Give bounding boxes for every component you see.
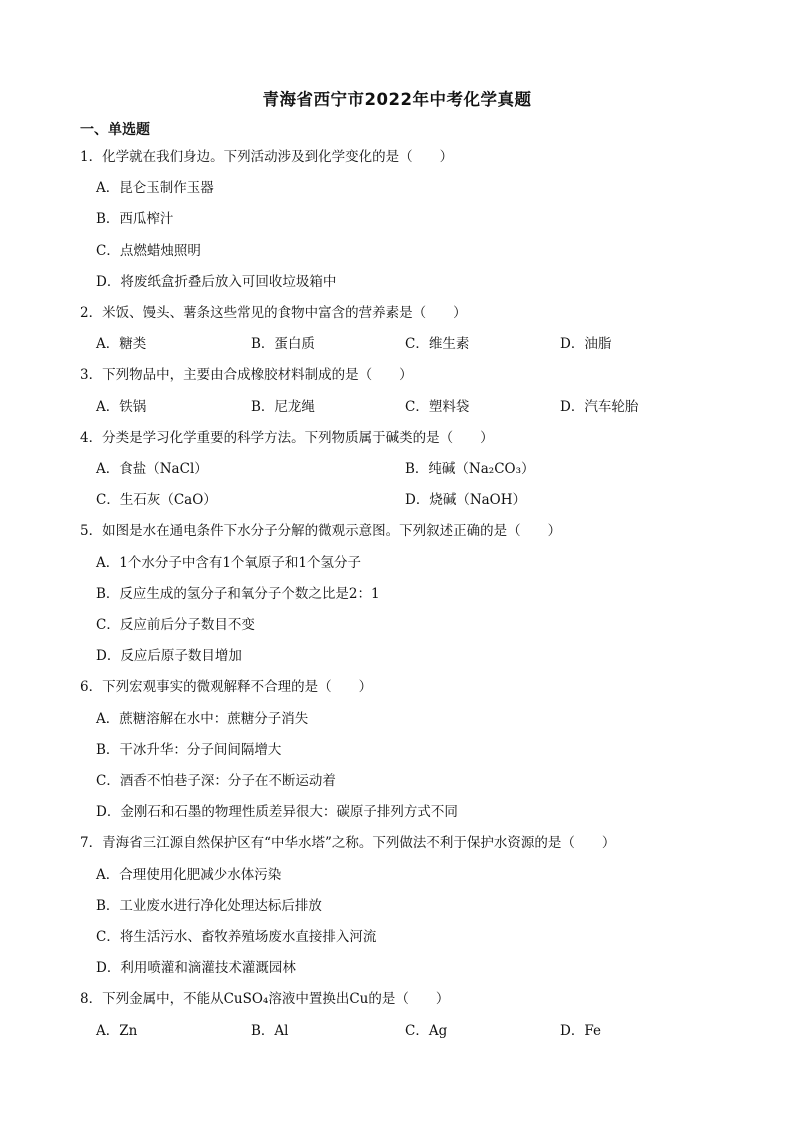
question-8-option-c: C．Ag — [405, 1023, 448, 1039]
question-1-option-d: D．将废纸盒折叠后放入可回收垃圾箱中 — [96, 274, 337, 290]
question-6-stem: 6．下列宏观事实的微观解释不合理的是（ ） — [80, 679, 373, 695]
question-7-option-b: B．工业废水进行净化处理达标后排放 — [96, 898, 322, 914]
question-7-option-a: A．合理使用化肥减少水体污染 — [96, 867, 282, 883]
exam-title: 青海省西宁市2022年中考化学真题 — [262, 90, 532, 109]
question-2-option-c: C．维生素 — [405, 336, 470, 352]
question-5-option-a: A．1个水分子中含有1个氧原子和1个氢分子 — [96, 555, 362, 571]
question-3-options — [96, 395, 716, 415]
question-5-stem: 5．如图是水在通电条件下水分子分解的微观示意图。下列叙述正确的是（ ） — [80, 523, 562, 539]
question-2-option-a: A．糖类 — [96, 336, 147, 352]
question-6-option-d: D．金刚石和石墨的物理性质差异很大：碳原子排列方式不同 — [96, 804, 458, 820]
question-4-option-d: D．烧碱（NaOH） — [405, 492, 527, 508]
question-3-option-a: A．铁锅 — [96, 399, 147, 415]
section-heading: 一、单选题 — [80, 122, 150, 138]
question-1-option-a: A．昆仑玉制作玉器 — [96, 180, 214, 196]
question-3-option-b: B．尼龙绳 — [251, 399, 315, 415]
question-3-option-d: D．汽车轮胎 — [560, 399, 639, 415]
question-6-option-c: C．酒香不怕巷子深：分子在不断运动着 — [96, 773, 336, 789]
question-3-option-c: C．塑料袋 — [405, 399, 470, 415]
question-5-option-c: C．反应前后分子数目不变 — [96, 617, 255, 633]
question-2-stem: 2．米饭、馒头、薯条这些常见的食物中富含的营养素是（ ） — [80, 305, 467, 321]
question-1-option-b: B．西瓜榨汁 — [96, 211, 174, 227]
question-4-options-row-2 — [96, 488, 716, 508]
question-1-stem: 1．化学就在我们身边。下列活动涉及到化学变化的是（ ） — [80, 149, 454, 165]
question-4-options-row-1 — [96, 457, 716, 477]
question-8-options — [96, 1019, 716, 1039]
question-7-option-d: D．利用喷灌和滴灌技术灌溉园林 — [96, 960, 296, 976]
question-2-option-d: D．油脂 — [560, 336, 612, 352]
question-6-option-a: A．蔗糖溶解在水中：蔗糖分子消失 — [96, 711, 309, 727]
question-7-option-c: C．将生活污水、畜牧养殖场废水直接排入河流 — [96, 929, 377, 945]
question-5-option-b: B．反应生成的氢分子和氧分子个数之比是2：1 — [96, 586, 380, 602]
question-8-option-d: D．Fe — [560, 1023, 601, 1039]
question-5-option-d: D．反应后原子数目增加 — [96, 648, 242, 664]
question-4-option-c: C．生石灰（CaO） — [96, 492, 217, 508]
question-1-option-c: C．点燃蜡烛照明 — [96, 243, 201, 259]
question-8-option-a: A．Zn — [96, 1023, 138, 1039]
question-2-options — [96, 332, 716, 352]
question-8-stem: 8．下列金属中，不能从CuSO₄溶液中置换出Cu的是（ ） — [80, 991, 450, 1007]
question-4-option-b: B．纯碱（Na₂CO₃） — [405, 461, 535, 477]
question-4-stem: 4．分类是学习化学重要的科学方法。下列物质属于碱类的是（ ） — [80, 430, 494, 446]
question-8-option-b: B．Al — [251, 1023, 289, 1039]
question-7-stem: 7．青海省三江源自然保护区有“中华水塔”之称。下列做法不利于保护水资源的是（ ） — [80, 835, 616, 851]
question-6-option-b: B．干冰升华：分子间间隔增大 — [96, 742, 282, 758]
question-3-stem: 3．下列物品中，主要由合成橡胶材料制成的是（ ） — [80, 367, 413, 383]
question-4-option-a: A．食盐（NaCl） — [96, 461, 208, 477]
question-2-option-b: B．蛋白质 — [251, 336, 315, 352]
